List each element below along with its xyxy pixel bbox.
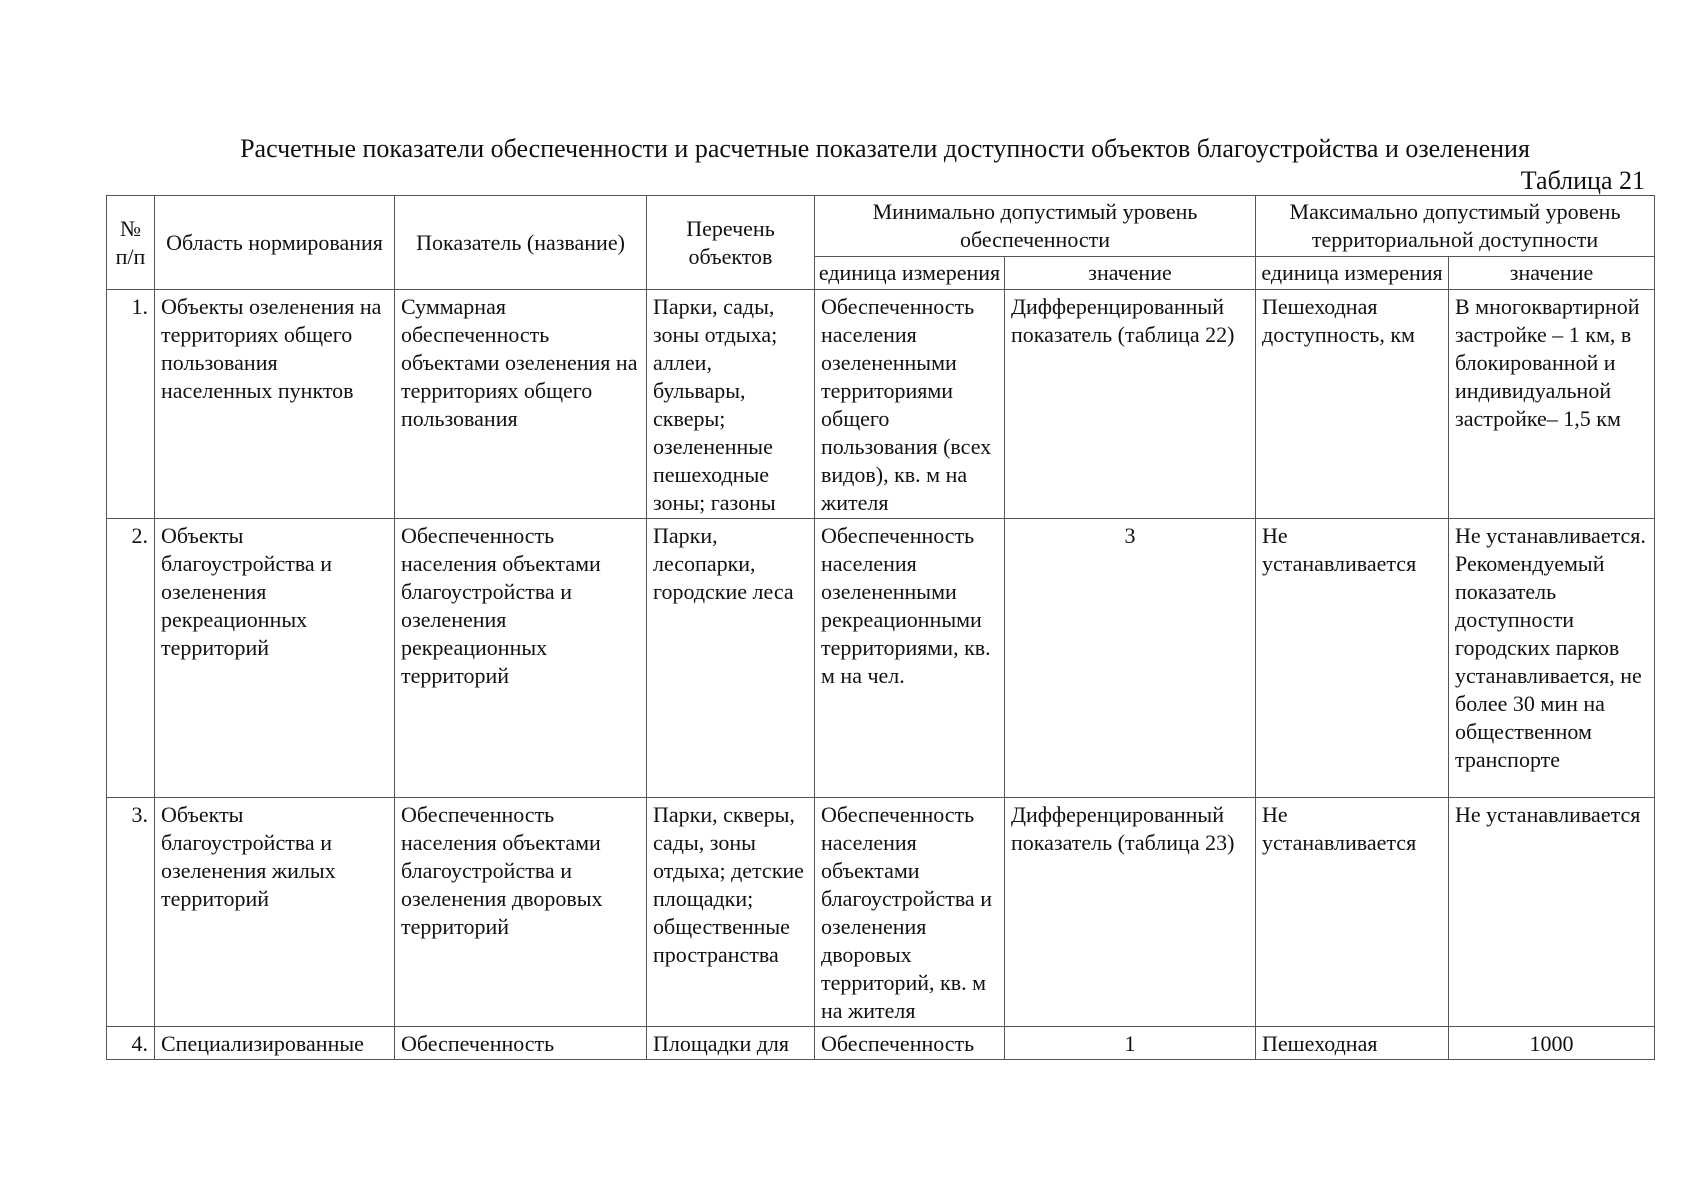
cell-min-unit: Обеспеченность населения объектами благоустройства и озеленения дворовых территорий, кв. м на жителя bbox=[815, 798, 1005, 1027]
cell-max-unit: Не устанавливается bbox=[1256, 798, 1449, 1027]
cell-min-unit: Обеспеченность bbox=[815, 1027, 1005, 1060]
cell-num: 3. bbox=[107, 798, 155, 1027]
cell-max-unit: Пешеходная доступность, км bbox=[1256, 290, 1449, 519]
header-objects: Перечень объектов bbox=[647, 196, 815, 290]
cell-indicator: Обеспеченность населения объектами благоустройства и озеленения рекреационных территорий bbox=[395, 519, 647, 798]
header-row-top bbox=[107, 196, 1655, 257]
table-row bbox=[107, 290, 1655, 519]
cell-area: Специализированные bbox=[155, 1027, 395, 1060]
table-row bbox=[107, 1027, 1655, 1060]
table-header bbox=[107, 196, 1655, 290]
header-indicator: Показатель (название) bbox=[395, 196, 647, 290]
cell-objects: Парки, лесопарки, городские леса bbox=[647, 519, 815, 798]
cell-min-unit: Обеспеченность населения озелененными территориями общего пользования (всех видов), кв. м на жителя bbox=[815, 290, 1005, 519]
cell-max-value: Не устанавливается bbox=[1449, 798, 1655, 1027]
table-label: Таблица 21 bbox=[1520, 166, 1645, 195]
header-max-level: Максимально допустимый уровень территориальной доступности bbox=[1256, 196, 1655, 257]
cell-max-value: В многоквартирной застройке – 1 км, в блокированной и индивидуальной застройке– 1,5 км bbox=[1449, 290, 1655, 519]
header-num: № п/п bbox=[107, 196, 155, 290]
cell-area: Объекты благоустройства и озеленения рекреационных территорий bbox=[155, 519, 395, 798]
cell-max-value: 1000 bbox=[1449, 1027, 1655, 1060]
header-min-unit: единица измерения bbox=[815, 257, 1005, 290]
cell-objects: Парки, сады, зоны отдыха; аллеи, бульвары, скверы; озелененные пешеходные зоны; газоны bbox=[647, 290, 815, 519]
header-max-unit: единица измерения bbox=[1256, 257, 1449, 290]
table-body bbox=[107, 290, 1655, 1060]
cell-max-unit: Пешеходная bbox=[1256, 1027, 1449, 1060]
norms-table bbox=[106, 195, 1655, 1060]
cell-max-unit: Не устанавливается bbox=[1256, 519, 1449, 798]
cell-max-value: Не устанавливается. Рекомендуемый показатель доступности городских парков устанавливается, не более 30 мин на общественном транспорте bbox=[1449, 519, 1655, 798]
cell-area: Объекты озеленения на территориях общего пользования населенных пунктов bbox=[155, 290, 395, 519]
header-min-value: значение bbox=[1005, 257, 1256, 290]
header-max-value: значение bbox=[1449, 257, 1655, 290]
cell-indicator: Суммарная обеспеченность объектами озеленения на территориях общего пользования bbox=[395, 290, 647, 519]
cell-min-value: 1 bbox=[1005, 1027, 1256, 1060]
cell-objects: Парки, скверы, сады, зоны отдыха; детские площадки; общественные пространства bbox=[647, 798, 815, 1027]
table-row bbox=[107, 519, 1655, 798]
cell-min-unit: Обеспеченность населения озелененными рекреационными территориями, кв. м на чел. bbox=[815, 519, 1005, 798]
cell-num: 1. bbox=[107, 290, 155, 519]
cell-num: 4. bbox=[107, 1027, 155, 1060]
cell-objects: Площадки для bbox=[647, 1027, 815, 1060]
cell-indicator: Обеспеченность bbox=[395, 1027, 647, 1060]
header-min-level: Минимально допустимый уровень обеспеченности bbox=[815, 196, 1256, 257]
table-row bbox=[107, 798, 1655, 1027]
cell-min-value: Дифференцированный показатель (таблица 23) bbox=[1005, 798, 1256, 1027]
cell-area: Объекты благоустройства и озеленения жилых территорий bbox=[155, 798, 395, 1027]
document-title: Расчетные показатели обеспеченности и расчетные показатели доступности объектов благоустройства и озеленения bbox=[240, 134, 1530, 163]
header-area: Область нормирования bbox=[155, 196, 395, 290]
cell-indicator: Обеспеченность населения объектами благоустройства и озеленения дворовых территорий bbox=[395, 798, 647, 1027]
cell-min-value: Дифференцированный показатель (таблица 22) bbox=[1005, 290, 1256, 519]
cell-min-value: 3 bbox=[1005, 519, 1256, 798]
cell-num: 2. bbox=[107, 519, 155, 798]
